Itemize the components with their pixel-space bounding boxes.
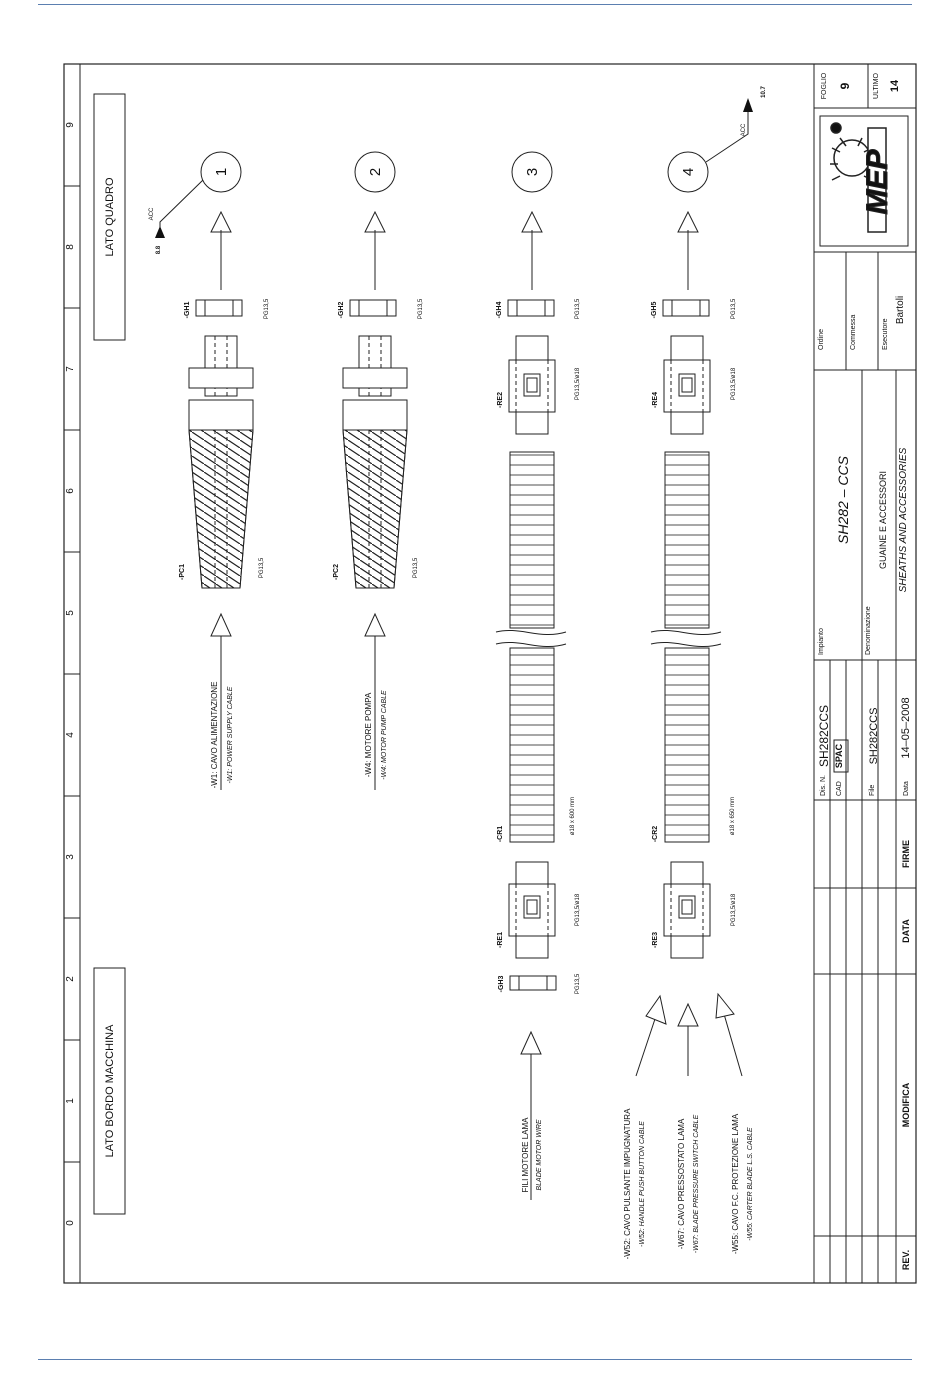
lato-bordo-macchina-label: LATO BORDO MACCHINA	[104, 1024, 116, 1158]
pc2-label: -PC2	[333, 564, 340, 580]
lato-bordo-macchina-box	[94, 968, 125, 1214]
w1-english: -W1: POWER SUPPLY CABLE	[227, 686, 234, 784]
dis-n-value: SH282CCS	[817, 704, 831, 768]
re1-label: -RE1	[497, 932, 504, 948]
gh2-size: PG13,5	[418, 298, 424, 320]
esecutore-value: Bartoli	[895, 295, 906, 325]
re3-label: -RE3	[652, 932, 659, 948]
fili-italian: FILI MOTORE LAMA	[521, 1117, 530, 1193]
re4-label: -RE4	[652, 392, 659, 408]
gh1-size: PG13,5	[264, 298, 270, 320]
col-9: 9	[65, 122, 76, 128]
data-label: Data	[903, 781, 910, 796]
gland-gh4	[508, 300, 554, 316]
esecutore-label: Esecutore	[882, 318, 889, 350]
gh4-size: PG13,5	[575, 298, 581, 320]
callout-row	[160, 112, 748, 290]
w67-english: -W67: BLADE PRESSURE SWITCH CABLE	[693, 1114, 700, 1254]
col-3: 3	[65, 854, 76, 860]
file-value: SH282CCS	[868, 707, 880, 765]
col-0: 0	[65, 1220, 76, 1226]
ordine-label: Ordine	[818, 328, 825, 350]
re2-label: -RE2	[497, 392, 504, 408]
gh5-size: PG13,5	[731, 298, 737, 320]
cad-value: SPAC	[834, 743, 844, 769]
spring-gland-pc2	[343, 336, 407, 588]
acc1-label: ACC	[149, 207, 155, 221]
gland-gh1	[196, 300, 242, 316]
firme-label: FIRME	[901, 840, 911, 868]
w67-italian: -W67: CAVO PRESSOSTATO LAMA	[677, 1118, 686, 1250]
data-value: 14–05–2008	[900, 697, 912, 759]
col-8: 8	[65, 244, 76, 250]
connector-re4	[664, 336, 710, 434]
callout-3: 3	[524, 167, 541, 177]
w4-italian: -W4: MOTORE POMPA	[364, 692, 373, 778]
gh3-size: PG13,5	[575, 973, 581, 995]
col-4: 4	[65, 732, 76, 738]
modifica-label: MODIFICA	[901, 1082, 911, 1128]
file-label: File	[869, 784, 876, 796]
cr2-label: -CR2	[652, 825, 659, 843]
gh4-label: -GH4	[496, 301, 503, 319]
denominazione-english: SHEATHS AND ACCESSORIES	[898, 447, 909, 593]
callout-2: 2	[367, 167, 384, 177]
impianto-label: Impianto	[818, 628, 825, 655]
cr1-size: ø18 x 600 mm	[570, 796, 576, 836]
denominazione-label: Denominazione	[865, 606, 872, 655]
sheath-cr2	[651, 452, 721, 842]
spring-gland-pc1	[189, 336, 253, 588]
drawing-frame	[64, 64, 916, 1283]
col-5: 5	[65, 610, 76, 616]
gh5-label: -GH5	[651, 301, 658, 319]
gh3-label: -GH3	[498, 975, 505, 993]
gland-gh5	[663, 300, 709, 316]
cad-label: CAD	[836, 781, 843, 796]
w4-english: -W4: MOTOR PUMP CABLE	[381, 690, 388, 780]
cr1-label: -CR1	[497, 825, 504, 843]
col-7: 7	[65, 366, 76, 372]
lato-quadro-box	[94, 94, 125, 340]
col-6: 6	[65, 488, 76, 494]
fili-english: BLADE MOTOR WIRE	[536, 1119, 543, 1191]
re3-size: PG13,5/ø18	[731, 893, 737, 927]
connector-re1	[509, 862, 555, 958]
cr2-size: ø18 x 650 mm	[730, 796, 736, 836]
col-2: 2	[65, 976, 76, 982]
acc4-label: ACC	[741, 123, 747, 137]
logo-text: MEP	[861, 149, 894, 215]
re2-size: PG13,5/ø18	[575, 367, 581, 401]
pc2-size: PG13,5	[413, 557, 419, 579]
gh1-label: -GH1	[184, 301, 191, 319]
pc1-size: PG13,5	[259, 557, 265, 579]
acc4-value: 10.7	[761, 86, 767, 98]
gland-gh3	[510, 976, 556, 990]
commessa-label: Commessa	[850, 314, 857, 350]
denominazione-italian: GUAINE E ACCESSORI	[878, 470, 888, 570]
lato-quadro-label: LATO QUADRO	[104, 177, 116, 257]
impianto-value: SH282 – CCS	[835, 456, 851, 544]
re4-size: PG13,5/ø18	[731, 367, 737, 401]
w1-italian: -W1: CAVO ALIMENTAZIONE	[210, 681, 219, 789]
rev-label: REV.	[901, 1249, 911, 1271]
col-1: 1	[65, 1098, 76, 1104]
ultimo-value: 14	[889, 79, 901, 93]
connector-re3	[664, 862, 710, 958]
gland-gh2	[350, 300, 396, 316]
callout-4: 4	[680, 167, 697, 177]
data-column-label: DATA	[901, 919, 911, 943]
gh2-label: -GH2	[338, 301, 345, 319]
w55-english: -W55: CARTER BLADE L.S. CABLE	[747, 1127, 754, 1241]
pc1-label: -PC1	[179, 564, 186, 580]
sheath-cr1	[496, 452, 566, 842]
ultimo-label: ULTIMO	[873, 73, 880, 99]
w52-english: -W52: HANDLE PUSH BUTTON CABLE	[639, 1121, 646, 1247]
connector-re2	[509, 336, 555, 434]
w52-italian: -W52: CAVO PULSANTE IMPUGNATURA	[623, 1108, 632, 1260]
w55-italian: -W55: CAVO F.C. PROTEZIONE LAMA	[731, 1113, 740, 1255]
dis-n-label: Dis. N.	[820, 775, 827, 796]
foglio-label: FOGLIO	[821, 72, 828, 100]
re1-size: PG13,5/ø18	[575, 893, 581, 927]
acc1-value: 8.8	[156, 245, 162, 255]
callout-1: 1	[213, 167, 230, 177]
foglio-value: 9	[838, 82, 852, 90]
